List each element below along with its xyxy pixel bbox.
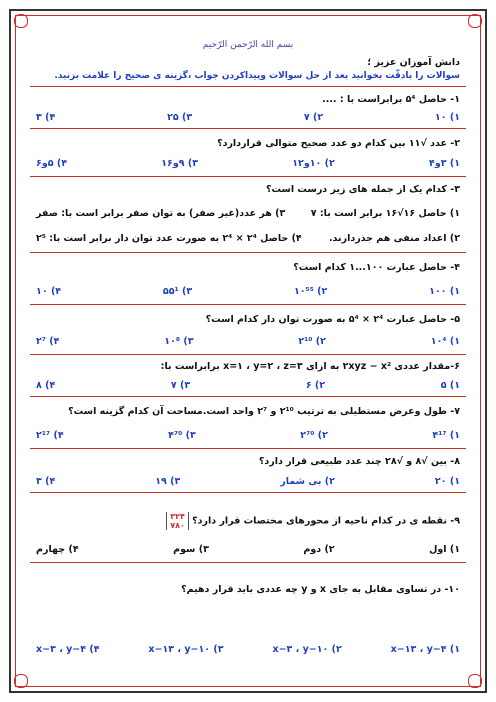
header-box (30, 54, 466, 87)
option[interactable]: ۴) ۳ (36, 112, 56, 123)
option[interactable]: ۱) ۱۰ (434, 112, 460, 123)
option[interactable]: ۱) ۵ (440, 380, 460, 391)
option[interactable]: ۳) ۵۵¹ (162, 286, 193, 297)
option[interactable]: ۳) سوم (173, 544, 209, 555)
question-2 (30, 130, 466, 177)
option[interactable]: ۳) ۴⁷⁰ (168, 430, 196, 441)
option[interactable]: ۴) ۳ (36, 476, 56, 487)
question-5 (30, 306, 466, 355)
option[interactable]: ۲) ۲⁷⁰ (300, 430, 328, 441)
option[interactable]: ۱) ۲۰ (434, 476, 460, 487)
option[interactable]: ۴) x−۳ ، y−۴ (36, 644, 100, 655)
option[interactable]: ۲) بی شمار (280, 476, 335, 487)
question-text: ۷- طول وعرض مستطیلی به ترتیب ۲¹⁰ و ۲⁷ واحد است.مساحت آن کدام گزینه است؟ (68, 406, 460, 417)
question-7 (30, 398, 466, 449)
question-8 (30, 450, 466, 493)
option[interactable]: ۴) ۵و۶ (36, 158, 67, 169)
option[interactable]: ۲) ۷ (303, 112, 324, 123)
option[interactable]: ۱) ۳و۴ (429, 158, 460, 169)
question-text: ۲- عدد √۱۱ بین کدام دو عدد صحیح متوالی قراردارد؟ (217, 138, 460, 149)
question-text: ۶-مقدار عددی ۲xyz − x² به ازای x=۱ ، y=۲ ، z=۳ برابراست با: (160, 361, 460, 372)
option[interactable]: ۱) ۴¹⁷ (432, 430, 460, 441)
question-1 (30, 88, 466, 129)
question-text: ۵- حاصل عبارت ۲⁴ × ۵⁴ به صورت توان دار کدام است؟ (205, 314, 460, 325)
option[interactable]: ۱) ۱۰⁴ (430, 336, 460, 347)
option[interactable]: ۱) اول (429, 544, 460, 555)
option[interactable]: ۱) x−۱۳ ، y−۴ (390, 644, 460, 655)
option[interactable]: ۳) x−۱۳ ، y−۱۰ (148, 644, 224, 655)
corner-ornament (14, 674, 28, 688)
option[interactable]: ۲) اعداد منفی هم جذردارند. (328, 233, 460, 244)
option[interactable]: ۲) ۱۰و۱۲ (292, 158, 335, 169)
bismillah: بسم الله الرّحمن الرّحیم (202, 40, 294, 50)
option[interactable]: ۱) حاصل ۱۶√۱۶ برابر است با: ۷ (310, 208, 460, 219)
question-text: ۸- بین √۸ و √۲۸ چند عدد طبیعی قرار دارد؟ (258, 456, 460, 467)
option[interactable]: ۳) هر عدد(غیر صفر) به توان صفر برابر است با: صفر (36, 208, 286, 219)
option[interactable]: ۲) ۲¹⁰ (298, 336, 326, 347)
corner-ornament (468, 674, 482, 688)
option[interactable]: ۳) ۲۵ (167, 112, 193, 123)
corner-ornament (14, 14, 28, 28)
option[interactable]: ۲) دوم (303, 544, 335, 555)
question-3 (30, 178, 466, 253)
option[interactable]: ۲) x−۳ ، y−۱۰ (272, 644, 342, 655)
point-x: ۳۲۴ (170, 512, 185, 521)
corner-ornament (468, 14, 482, 28)
point-y: ۷۸۰ (170, 521, 185, 530)
question-text: ۹- نقطه ی در کدام ناحیه از محورهای مختصات قرار دارد؟ (192, 515, 460, 527)
greeting: دانش آموزان عزیز ؛ (367, 57, 460, 68)
question-text: ۳- کدام یک از جمله های زیر درست است؟ (265, 184, 460, 195)
option[interactable]: ۴) ۲⁷ (36, 336, 60, 347)
question-6 (30, 356, 466, 397)
option[interactable]: ۲) ۱۰⁵⁵ (293, 286, 328, 297)
option[interactable]: ۳) ۷ (170, 380, 191, 391)
option[interactable]: ۲) ۶ (305, 380, 326, 391)
option[interactable]: ۳) ۹و۱۶ (161, 158, 198, 169)
question-text: ۴- حاصل عبارت ۱۰۰...۱ کدام است؟ (293, 262, 460, 273)
question-text: ۱- حاصل ۵⁴ برابراست با : .... (322, 94, 460, 105)
option[interactable]: ۳) ۱۹ (155, 476, 181, 487)
option[interactable]: ۱) ۱۰۰ (429, 286, 460, 297)
instruction: سوالات را بادقّت بخوانید بعد از حل سوالات وپیداکردن جواب ،گزینه ی صحیح را علامت بزنید. (54, 71, 460, 81)
option[interactable]: ۳) ۱۰⁸ (164, 336, 194, 347)
option[interactable]: ۴) حاصل ۲⁴ × ۲⁴ به صورت عدد توان دار برابر است با: ۲⁵ (36, 233, 302, 244)
question-10 (30, 564, 466, 682)
question-9 (30, 494, 466, 563)
question-4 (30, 254, 466, 305)
point-vector (166, 512, 189, 530)
option[interactable]: ۴) ۱۰ (36, 286, 62, 297)
option[interactable]: ۴) ۲¹⁷ (36, 430, 64, 441)
question-text: ۱۰- در تساوی مقابل به جای x و y چه عددی باید قرار دهیم؟ (181, 584, 460, 595)
option[interactable]: ۴) ۸ (36, 380, 56, 391)
option[interactable]: ۴) چهارم (36, 544, 79, 555)
